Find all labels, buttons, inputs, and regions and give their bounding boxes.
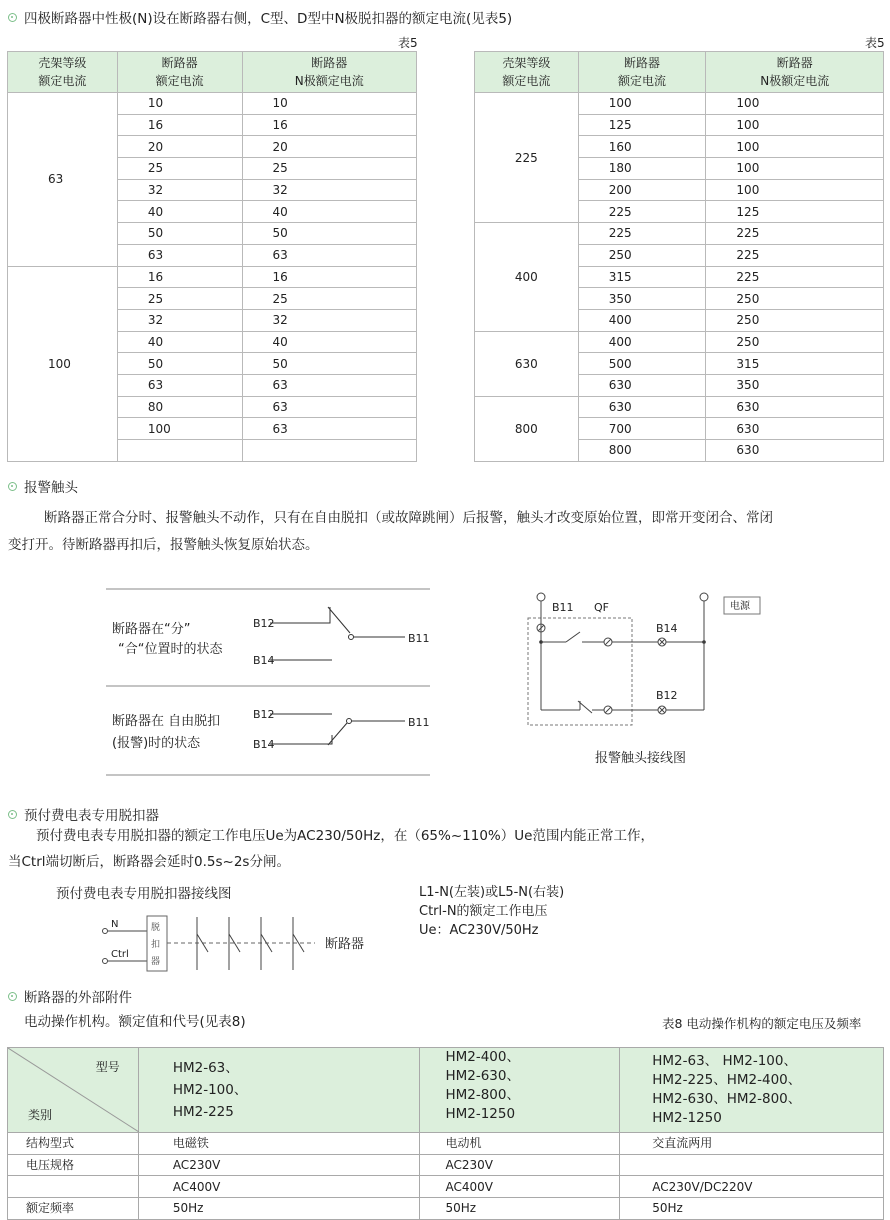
state1-b11-label: B11 bbox=[408, 632, 430, 645]
table5-left bbox=[7, 51, 417, 462]
n-pole-rating-cell: 40 bbox=[242, 201, 416, 223]
breaker-rating-cell bbox=[117, 440, 242, 462]
frame-rating-cell: 100 bbox=[8, 266, 118, 461]
table8-cell: 电动机 bbox=[420, 1133, 620, 1155]
n-pole-rating-cell: 63 bbox=[242, 396, 416, 418]
breaker-rating-cell: 100 bbox=[117, 418, 242, 440]
table8-title: 表8 电动操作机构的额定电压及频率 bbox=[662, 1016, 862, 1031]
n-pole-rating-cell: 63 bbox=[242, 418, 416, 440]
table5-header-cell: 断路器 额定电流 bbox=[578, 52, 706, 93]
breaker-rating-cell: 800 bbox=[578, 440, 706, 462]
table5-header-cell: 壳架等级 额定电流 bbox=[475, 52, 579, 93]
svg-text:器: 器 bbox=[151, 957, 161, 967]
breaker-rating-cell: 700 bbox=[578, 418, 706, 440]
state1-b14-label: B14 bbox=[253, 654, 275, 667]
breaker-rating-cell: 200 bbox=[578, 179, 706, 201]
wiring-b14-label: B14 bbox=[656, 622, 678, 635]
n-pole-rating-cell: 32 bbox=[242, 309, 416, 331]
n-pole-rating-cell: 40 bbox=[242, 331, 416, 353]
n-pole-rating-cell: 10 bbox=[242, 93, 416, 115]
prepay-paragraph-line2: 当Ctrl端切断后，断路器会延时0.5s~2s分闸。 bbox=[8, 854, 290, 870]
table8-col3-header: HM2-63、 HM2-100、 HM2-225、HM2-400、 HM2-630、HM2-800、 HM2-1250 bbox=[620, 1048, 884, 1133]
table-row bbox=[8, 93, 417, 115]
breaker-rating-cell: 630 bbox=[578, 374, 706, 396]
state1-b12-label: B12 bbox=[253, 617, 275, 630]
table5-label-left: 表5 bbox=[398, 36, 418, 50]
n-pole-rating-cell: 315 bbox=[706, 353, 884, 375]
frame-rating-cell: 225 bbox=[475, 93, 579, 223]
breaker-rating-cell: 225 bbox=[578, 223, 706, 245]
table8-cell: 50Hz bbox=[620, 1198, 884, 1220]
alarm-paragraph-line2: 变打开。待断路器再扣后，报警触头恢复原始状态。 bbox=[8, 537, 319, 553]
breaker-rating-cell: 40 bbox=[117, 201, 242, 223]
n-pole-rating-cell: 250 bbox=[706, 309, 884, 331]
table8-row-label: 电压规格 bbox=[8, 1154, 139, 1176]
table5-header-cell: 断路器 N极额定电流 bbox=[242, 52, 416, 93]
table8-cell: 交直流两用 bbox=[620, 1133, 884, 1155]
n-pole-rating-cell: 32 bbox=[242, 179, 416, 201]
table8-row-label: 结构型式 bbox=[8, 1133, 139, 1155]
n-pole-rating-cell: 100 bbox=[706, 93, 884, 115]
n-pole-rating-cell: 100 bbox=[706, 158, 884, 180]
svg-text:扣: 扣 bbox=[151, 940, 161, 950]
state1-label-line2: “合“位置时的状态 bbox=[118, 642, 223, 657]
breaker-rating-cell: 63 bbox=[117, 244, 242, 266]
circle-bullet-icon bbox=[8, 992, 17, 1001]
alarm-paragraph-line1: 断路器正常合分时、报警触头不动作，只有在自由脱扣（或故障跳闸）后报警，触头才改变原始位置，即常开变闭合、常闭 bbox=[44, 510, 773, 526]
breaker-rating-cell: 25 bbox=[117, 158, 242, 180]
breaker-rating-cell: 25 bbox=[117, 288, 242, 310]
table5-right bbox=[474, 51, 884, 462]
prepay-note-1: L1-N(左装)或L5-N(右装) bbox=[419, 885, 565, 900]
n-pole-rating-cell: 225 bbox=[706, 223, 884, 245]
table8-cell: AC230V/DC220V bbox=[620, 1176, 884, 1198]
state1-label-line1: 断路器在“分” bbox=[112, 622, 191, 637]
breaker-rating-cell: 350 bbox=[578, 288, 706, 310]
table8-cell: 电磁铁 bbox=[138, 1133, 420, 1155]
frame-rating-cell: 630 bbox=[475, 331, 579, 396]
prepay-breaker-label: 断路器 bbox=[325, 937, 365, 952]
frame-rating-cell: 800 bbox=[475, 396, 579, 461]
table8-row-label: 额定频率 bbox=[8, 1198, 139, 1220]
breaker-rating-cell: 500 bbox=[578, 353, 706, 375]
wiring-b11-label: B11 bbox=[552, 601, 574, 614]
n-pole-rating-cell: 630 bbox=[706, 396, 884, 418]
n-pole-rating-cell bbox=[242, 440, 416, 462]
table8-corner-header bbox=[8, 1048, 139, 1133]
table5-header-cell: 壳架等级 额定电流 bbox=[8, 52, 118, 93]
n-pole-rating-cell: 630 bbox=[706, 440, 884, 462]
prepay-note-2: Ctrl-N的额定工作电压 bbox=[419, 904, 548, 919]
n-pole-rating-cell: 350 bbox=[706, 374, 884, 396]
frame-rating-cell: 400 bbox=[475, 223, 579, 331]
circle-bullet-icon bbox=[8, 13, 17, 22]
breaker-rating-cell: 400 bbox=[578, 331, 706, 353]
table5-header-cell: 断路器 额定电流 bbox=[117, 52, 242, 93]
table-row bbox=[475, 223, 884, 245]
breaker-rating-cell: 100 bbox=[578, 93, 706, 115]
power-source-label: 电源 bbox=[730, 601, 750, 612]
breaker-rating-cell: 50 bbox=[117, 353, 242, 375]
table-row bbox=[8, 1198, 884, 1220]
section-alarm-title: 报警触头 bbox=[8, 476, 78, 496]
n-pole-rating-cell: 50 bbox=[242, 223, 416, 245]
alarm-state-diagram bbox=[100, 585, 435, 780]
n-pole-rating-cell: 100 bbox=[706, 179, 884, 201]
table8-row-label bbox=[8, 1176, 139, 1198]
prepay-diagram-title: 预付费电表专用脱扣器接线图 bbox=[56, 886, 232, 902]
table-row bbox=[475, 396, 884, 418]
breaker-rating-cell: 160 bbox=[578, 136, 706, 158]
table-row bbox=[8, 1133, 884, 1155]
wiring-qf-label: QF bbox=[594, 601, 609, 614]
breaker-rating-cell: 63 bbox=[117, 374, 242, 396]
breaker-rating-cell: 50 bbox=[117, 223, 242, 245]
breaker-rating-cell: 400 bbox=[578, 309, 706, 331]
breaker-rating-cell: 630 bbox=[578, 396, 706, 418]
breaker-rating-cell: 225 bbox=[578, 201, 706, 223]
table-row bbox=[8, 1154, 884, 1176]
prepay-wiring-diagram bbox=[95, 910, 380, 974]
n-pole-rating-cell: 20 bbox=[242, 136, 416, 158]
n-pole-rating-cell: 25 bbox=[242, 288, 416, 310]
state2-label-line1: 断路器在 自由脱扣 bbox=[112, 714, 221, 729]
n-pole-rating-cell: 16 bbox=[242, 114, 416, 136]
n-pole-rating-cell: 16 bbox=[242, 266, 416, 288]
breaker-rating-cell: 16 bbox=[117, 114, 242, 136]
table8-col1-header: HM2-63、 HM2-100、 HM2-225 bbox=[138, 1048, 420, 1133]
circle-bullet-icon bbox=[8, 482, 17, 491]
table-row bbox=[8, 266, 417, 288]
n-pole-rating-cell: 225 bbox=[706, 244, 884, 266]
n-pole-rating-cell: 125 bbox=[706, 201, 884, 223]
breaker-rating-cell: 80 bbox=[117, 396, 242, 418]
wiring-diagram-caption: 报警触头接线图 bbox=[595, 751, 687, 766]
section-ext-title: 断路器的外部附件 bbox=[8, 986, 132, 1006]
table8-col2-header: HM2-400、 HM2-630、 HM2-800、 HM2-1250 bbox=[420, 1048, 620, 1133]
table8-cell: AC230V bbox=[420, 1154, 620, 1176]
breaker-rating-cell: 10 bbox=[117, 93, 242, 115]
section-prepay-title: 预付费电表专用脱扣器 bbox=[8, 804, 159, 824]
n-pole-rating-cell: 630 bbox=[706, 418, 884, 440]
table8-cell bbox=[620, 1154, 884, 1176]
alarm-wiring-diagram bbox=[520, 585, 770, 735]
prepay-notes bbox=[419, 883, 564, 940]
breaker-rating-cell: 32 bbox=[117, 179, 242, 201]
table8-cell: 50Hz bbox=[138, 1198, 420, 1220]
frame-rating-cell: 63 bbox=[8, 93, 118, 267]
state2-b12-label: B12 bbox=[253, 708, 275, 721]
section-neutral-title: 四极断路器中性极(N)设在断路器右侧，C型、D型中N极脱扣器的额定电流(见表5) bbox=[8, 7, 512, 27]
breaker-rating-cell: 125 bbox=[578, 114, 706, 136]
table-row bbox=[475, 331, 884, 353]
table8-cell: AC230V bbox=[138, 1154, 420, 1176]
state2-b11-label: B11 bbox=[408, 716, 430, 729]
n-pole-rating-cell: 25 bbox=[242, 158, 416, 180]
svg-text:脱: 脱 bbox=[151, 923, 161, 933]
breaker-rating-cell: 16 bbox=[117, 266, 242, 288]
breaker-rating-cell: 40 bbox=[117, 331, 242, 353]
table-row bbox=[475, 93, 884, 115]
n-pole-rating-cell: 250 bbox=[706, 288, 884, 310]
circle-bullet-icon bbox=[8, 810, 17, 819]
state2-b14-label: B14 bbox=[253, 738, 275, 751]
prepay-note-3: Ue：AC230V/50Hz bbox=[419, 923, 539, 938]
wiring-b12-label: B12 bbox=[656, 689, 678, 702]
table8-cell: 50Hz bbox=[420, 1198, 620, 1220]
n-pole-rating-cell: 50 bbox=[242, 353, 416, 375]
table8 bbox=[7, 1047, 884, 1220]
n-pole-rating-cell: 63 bbox=[242, 374, 416, 396]
breaker-rating-cell: 315 bbox=[578, 266, 706, 288]
prepay-paragraph-line1: 预付费电表专用脱扣器的额定工作电压Ue为AC230/50Hz，在（65%~110%）Ue范围内能正常工作， bbox=[36, 828, 654, 844]
state2-label-line2: (报警)时的状态 bbox=[112, 736, 201, 751]
table8-model-header: 型号 bbox=[95, 1060, 120, 1074]
breaker-rating-cell: 180 bbox=[578, 158, 706, 180]
table5-header-cell: 断路器 N极额定电流 bbox=[706, 52, 884, 93]
table8-type-header: 类别 bbox=[28, 1108, 53, 1122]
n-pole-rating-cell: 100 bbox=[706, 136, 884, 158]
table8-cell: AC400V bbox=[420, 1176, 620, 1198]
prepay-n-label: N bbox=[111, 919, 119, 930]
n-pole-rating-cell: 225 bbox=[706, 266, 884, 288]
table8-cell: AC400V bbox=[138, 1176, 420, 1198]
breaker-rating-cell: 20 bbox=[117, 136, 242, 158]
breaker-rating-cell: 32 bbox=[117, 309, 242, 331]
prepay-ctrl-label: Ctrl bbox=[111, 949, 129, 960]
ext-subtitle: 电动操作机构。额定值和代号(见表8) bbox=[24, 1014, 246, 1030]
table5-label-right: 表5 bbox=[865, 36, 885, 50]
n-pole-rating-cell: 63 bbox=[242, 244, 416, 266]
n-pole-rating-cell: 100 bbox=[706, 114, 884, 136]
table-row bbox=[8, 1176, 884, 1198]
n-pole-rating-cell: 250 bbox=[706, 331, 884, 353]
breaker-rating-cell: 250 bbox=[578, 244, 706, 266]
